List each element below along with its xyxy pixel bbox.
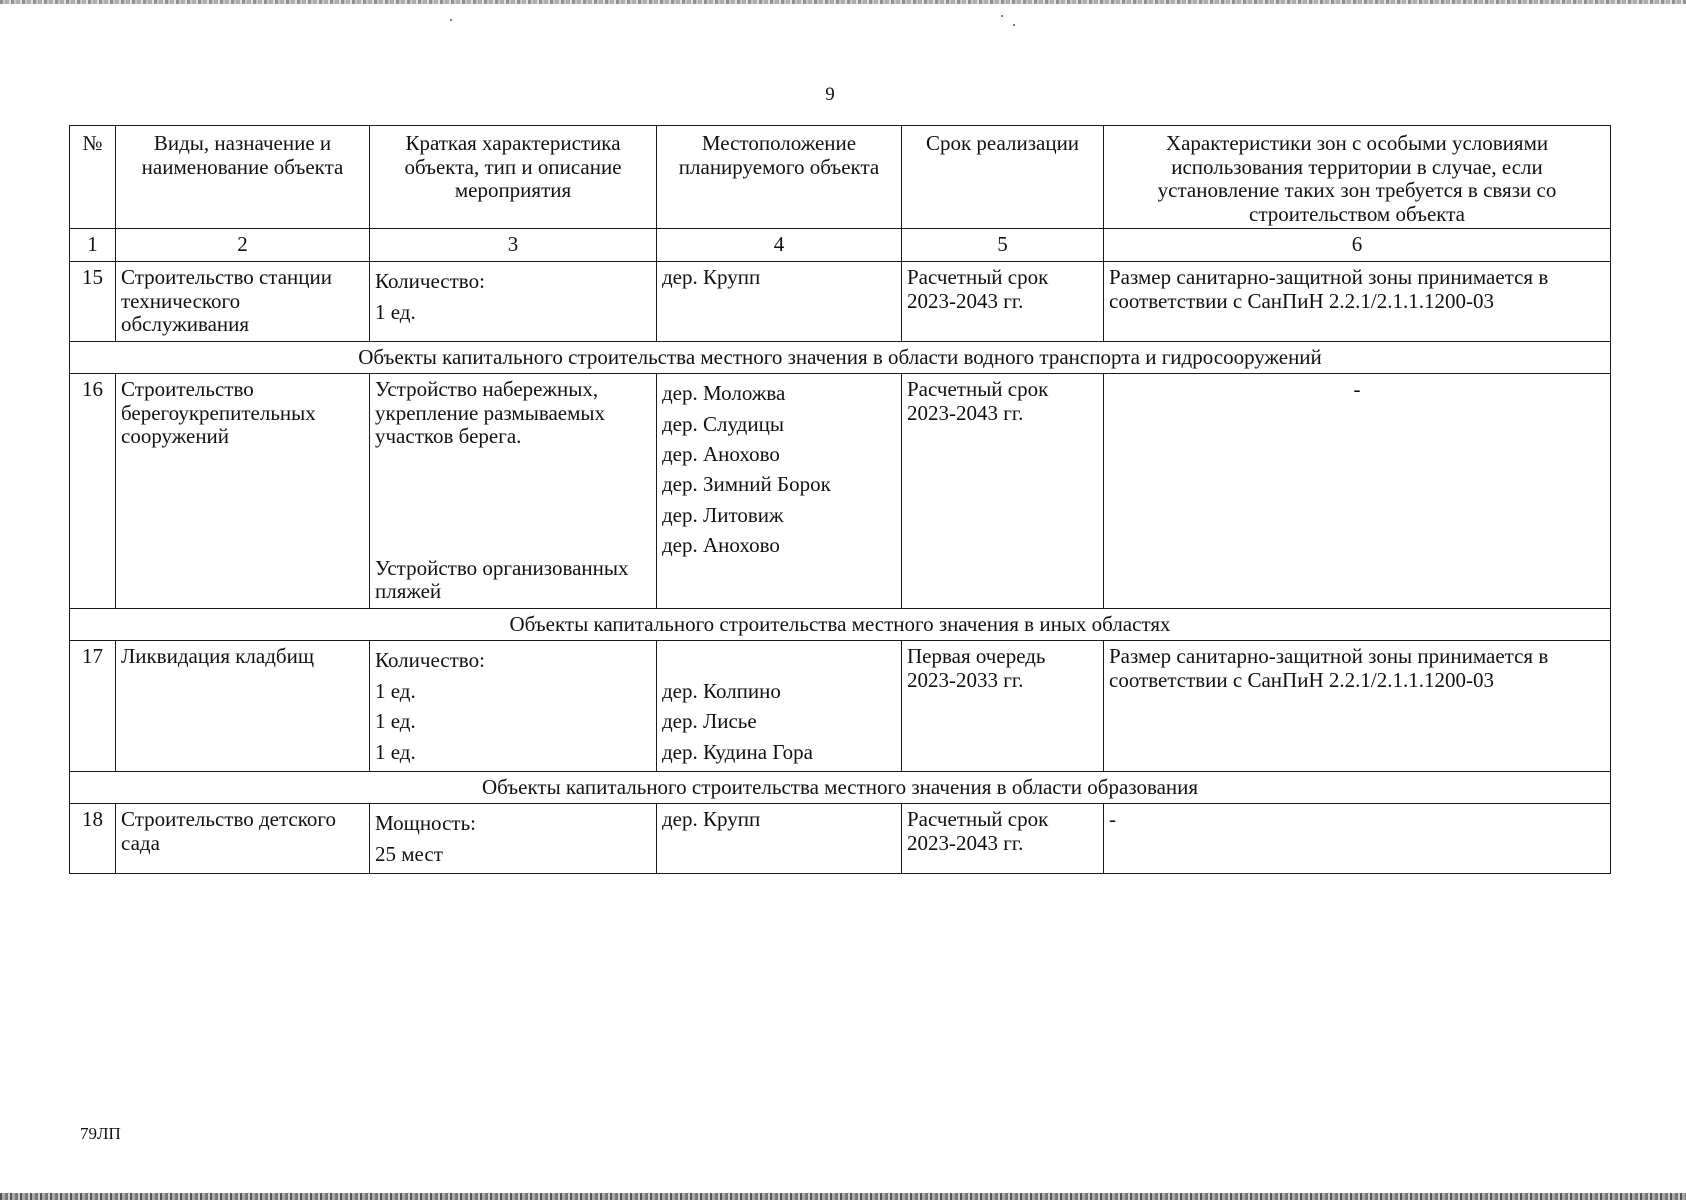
description-line: 1 ед. [375, 678, 416, 703]
description-line: Мощность: [375, 811, 476, 836]
row-number: 18 [70, 804, 116, 874]
location-line: дер. Анохово [662, 533, 780, 558]
location-line: дер. Анохово [662, 442, 780, 466]
page-number: 9 [825, 84, 835, 105]
header-location: Местоположение планируемого объекта [657, 126, 902, 229]
object-description [370, 262, 657, 342]
column-index: 4 [657, 229, 902, 262]
column-index-row [70, 229, 1611, 262]
description-line: Количество: [375, 648, 485, 673]
description-line: 25 мест [375, 841, 443, 866]
object-location [657, 374, 902, 609]
table-row [70, 804, 1611, 874]
table-row [70, 262, 1611, 342]
row-number: 17 [70, 641, 116, 772]
implementation-term: Расчетный срок 2023-2043 гг. [902, 804, 1104, 874]
object-location: дер. Крупп [657, 262, 902, 342]
object-name: Строительство детского сада [116, 804, 370, 874]
scan-edge-top [0, 0, 1686, 4]
table-header-row [70, 126, 1611, 229]
description-line: 1 ед. [375, 739, 416, 764]
table-row [70, 374, 1611, 609]
header-number: № [70, 126, 116, 229]
location-line: дер. Моложва [662, 381, 786, 406]
scan-edge-bottom [0, 1193, 1686, 1200]
row-number: 15 [70, 262, 116, 342]
section-heading: Объекты капитального строительства местного значения в области образования [70, 771, 1611, 804]
column-index: 1 [70, 229, 116, 262]
location-line: дер. Слудицы [662, 411, 784, 436]
object-description [370, 641, 657, 772]
document-code: 79ЛП [80, 1124, 121, 1143]
row-number: 16 [70, 374, 116, 609]
object-description [370, 804, 657, 874]
description-line: 1 ед. [375, 299, 416, 324]
object-name: Ликвидация кладбищ [116, 641, 370, 772]
header-zones: Характеристики зон с особыми условиями использования территории в случае, если установление таких зон требуется в связи со строительством объекта [1104, 126, 1611, 229]
description-line: Количество: [375, 269, 485, 294]
location-line: дер. Литовиж [662, 502, 784, 527]
scan-speck [1013, 24, 1015, 26]
zone-characteristics: Размер санитарно-защитной зоны принимается в соответствии с СанПиН 2.2.1/2.1.1.1200-03 [1104, 641, 1611, 772]
section-heading-row [70, 341, 1611, 374]
location-line: дер. Колпино [662, 678, 781, 703]
scan-speck [1001, 15, 1003, 17]
section-heading: Объекты капитального строительства местного значения в области водного транспорта и гидросооружений [70, 341, 1611, 374]
section-heading-row [70, 608, 1611, 641]
implementation-term: Первая очередь 2023-2033 гг. [902, 641, 1104, 772]
location-line: дер. Зимний Борок [662, 472, 831, 497]
zone-characteristics: Размер санитарно-защитной зоны принимается в соответствии с СанПиН 2.2.1/2.1.1.1200-03 [1104, 262, 1611, 342]
column-index: 2 [116, 229, 370, 262]
description-line: Устройство организованных пляжей [375, 555, 629, 604]
description-line: 1 ед. [375, 709, 416, 734]
implementation-term: Расчетный срок 2023-2043 гг. [902, 374, 1104, 609]
table-row [70, 641, 1611, 772]
scan-speck [450, 19, 452, 21]
zone-characteristics: - [1104, 804, 1611, 874]
object-description [370, 374, 657, 609]
header-object-type: Виды, назначение и наименование объекта [116, 126, 370, 229]
object-location [657, 641, 902, 772]
column-index: 6 [1104, 229, 1611, 262]
planned-objects-table [69, 125, 1611, 874]
location-spacer [662, 645, 896, 675]
location-line: дер. Кудина Гора [662, 739, 813, 764]
description-line: Устройство набережных, укрепление размываемых участков берега. [375, 377, 606, 449]
header-description: Краткая характеристика объекта, тип и описание мероприятия [370, 126, 657, 229]
column-index: 3 [370, 229, 657, 262]
section-heading-row [70, 771, 1611, 804]
object-name: Строительство берегоукрепительных сооружений [116, 374, 370, 609]
zone-characteristics: - [1104, 374, 1611, 609]
location-line: дер. Лисье [662, 709, 757, 734]
object-location: дер. Крупп [657, 804, 902, 874]
header-term: Срок реализации [902, 126, 1104, 229]
object-name: Строительство станции технического обслуживания [116, 262, 370, 342]
description-spacer [375, 449, 651, 557]
column-index: 5 [902, 229, 1104, 262]
section-heading: Объекты капитального строительства местного значения в иных областях [70, 608, 1611, 641]
implementation-term: Расчетный срок 2023-2043 гг. [902, 262, 1104, 342]
